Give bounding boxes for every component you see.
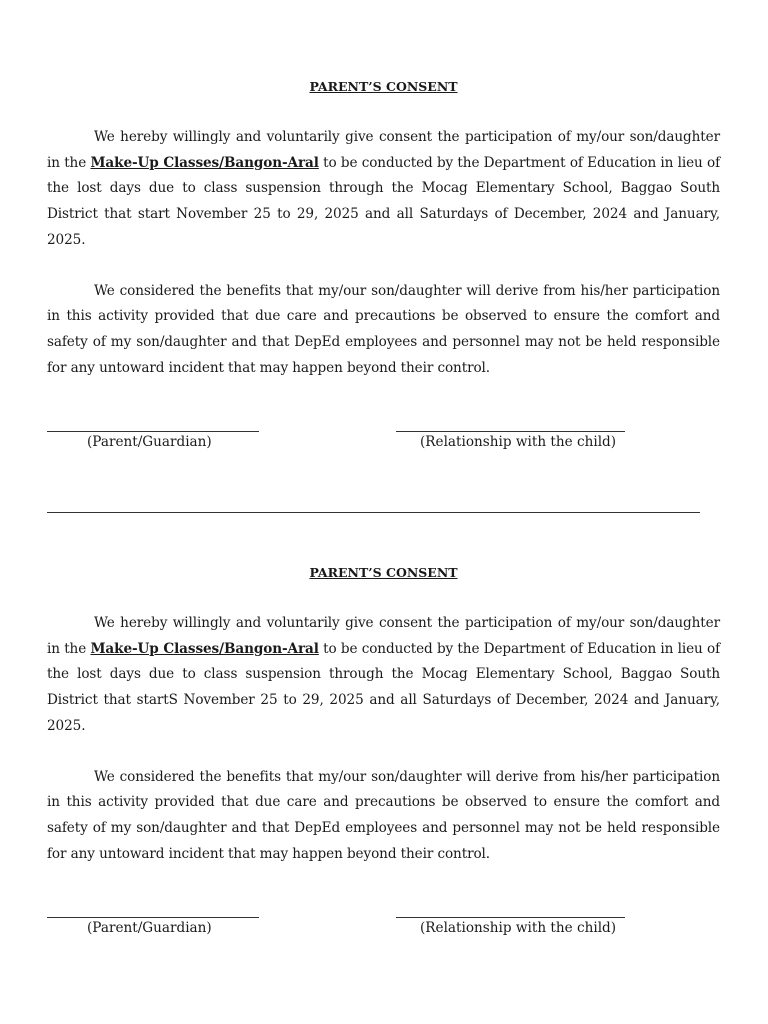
parent-guardian-label: (Parent/Guardian) (87, 434, 212, 451)
consent-form-bottom (47, 563, 720, 945)
consent-title: PARENT’S CONSENT (309, 565, 458, 580)
consent-text-start: We hereby willingly and voluntarily give consent the participation of my/our son/daughter in the (47, 615, 720, 657)
cut-line-divider (47, 512, 700, 513)
relationship-label: (Relationship with the child) (420, 434, 617, 451)
relationship-signature-line[interactable] (396, 431, 625, 432)
consent-paragraph-1 (47, 611, 720, 740)
relationship-label: (Relationship with the child) (420, 920, 617, 937)
parent-signature-line[interactable] (47, 917, 259, 918)
consent-text-end: to be conducted by the Department of Education in lieu of the lost days due to class suspension through the Mocag Elementary School, Baggao South District that start November 25 to 29, 2025 and all Saturdays of December, 2024 and January, 2025. (47, 154, 721, 248)
relationship-signature-line[interactable] (396, 917, 625, 918)
consent-paragraph-1 (47, 125, 720, 254)
consent-title: PARENT’S CONSENT (309, 79, 458, 94)
parent-signature-line[interactable] (47, 431, 259, 432)
consent-paragraph-2: We considered the benefits that my/our son/daughter will derive from his/her participation in this activity provided that due care and precautions be observed to ensure the comfort and safety of my son/daughter and that DepEd employees and personnel may not be held responsible for any untoward incident that may happen beyond their control. (47, 768, 720, 862)
consent-paragraph-2: We considered the benefits that my/our son/daughter will derive from his/her participation in this activity provided that due care and precautions be observed to ensure the comfort and safety of my son/daughter and that DepEd employees and personnel may not be held responsible for any untoward incident that may happen beyond their control. (47, 282, 720, 376)
consent-form-top (47, 77, 720, 459)
consent-text-start: We hereby willingly and voluntarily give consent the participation of my/our son/daughter in the (47, 129, 720, 171)
signature-row (47, 905, 720, 945)
consent-text-end: to be conducted by the Department of Education in lieu of the lost days due to class suspension through the Mocag Elementary School, Baggao South District that startS November 25 to 29, 2025 and all Saturdays of December, 2024 and January, 2025. (47, 640, 721, 734)
program-name: Make-Up Classes/Bangon-Aral (90, 154, 319, 171)
parent-guardian-label: (Parent/Guardian) (87, 920, 212, 937)
program-name: Make-Up Classes/Bangon-Aral (90, 640, 319, 657)
signature-row (47, 419, 720, 459)
